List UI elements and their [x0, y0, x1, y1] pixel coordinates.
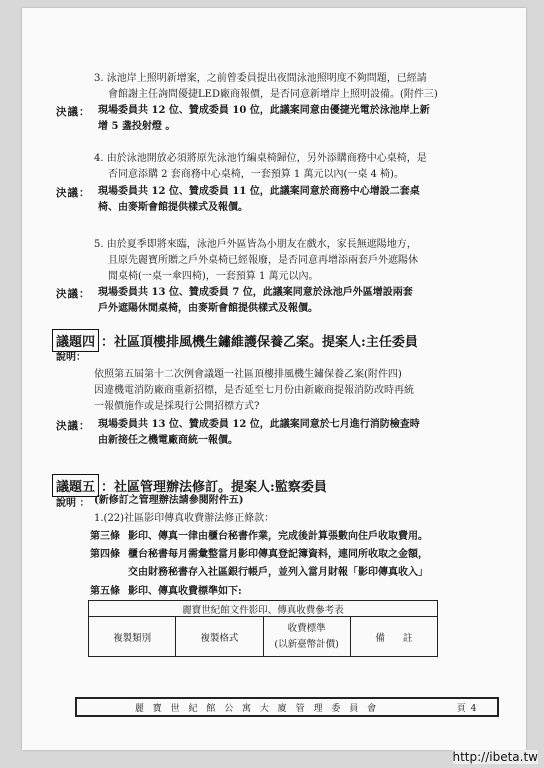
site-watermark: http://ibeta.tw — [452, 750, 538, 764]
topic4-decision-label: 決議： — [56, 420, 91, 432]
item5-line1: 5. 由於夏季即將來臨，泳池戶外區皆為小朋友在戲水，家長無遮陽地方， — [94, 239, 417, 250]
article4-label: 第四條 — [90, 549, 120, 560]
footer-page-number: 頁 4 — [456, 703, 478, 714]
topic4-decision-line1: 現場委員共 13 位、贊成委員 12 位，此議案同意於七月進行消防檢查時 — [98, 419, 420, 430]
topic4-line2: 因違機電消防廠商重新招標，是否延至七月份由新廠商提報消防改時再統 — [94, 385, 414, 396]
fee-table — [88, 600, 438, 657]
item4-decision-line1: 現場委員共 12 位、贊成委員 11 位，此議案同意於商務中心增設二套桌 — [98, 186, 420, 197]
fee-table-title: 麗寶世紀館文件影印、傳真收費參考表 — [89, 601, 438, 617]
topic4-line1: 依照第五屆第十二次例會議題一社區頂樓排風機生鏽保養乙案(附件四) — [94, 369, 402, 380]
topic4-title: ：社區頂樓排風機生鏽維護保養乙案。提案人:主任委員 — [101, 335, 418, 350]
item4-line1: 4. 由於泳池開放必須將原先泳池竹編桌椅歸位，另外添購商務中心桌椅，是 — [94, 153, 427, 164]
item3-line1: 3. 泳池岸上照明新增案，之前曾委員提出夜間泳池照明度不夠問題，已經請 — [94, 73, 427, 84]
item3-decision-line1: 現場委員共 12 位、贊成委員 10 位，此議案同意由優捷光電於泳池岸上新 — [98, 105, 430, 116]
item3-decision-label: 決議： — [56, 106, 91, 118]
item3-line2: 會館謝主任詢問優捷LED廠商報價，是否同意新增岸上照明設備。(附件三) — [108, 89, 438, 100]
topic4-heading — [52, 329, 418, 352]
topic5-shuoming: 說明 ： — [56, 498, 90, 509]
item4-decision-line2: 椅、由麥斯會館提供樣式及報價。 — [98, 202, 248, 213]
fee-table-header-fee-line2: (以新臺幣計價) — [274, 638, 339, 650]
footer-bar — [75, 697, 499, 717]
item3-decision-line2: 增 5 盞投射燈 。 — [98, 121, 176, 132]
topic4-line3: 一報價施作或是採現行公開招標方式? — [94, 401, 260, 412]
footer-org: 麗 寶 世 紀 館 公 寓 大 廈 管 理 委 員 會 — [134, 703, 380, 714]
article5-label: 第五條 — [90, 586, 120, 597]
item5-decision-line2: 戶外遮陽休閒桌椅，由麥斯會館提供樣式及報價。 — [98, 303, 318, 314]
item5-line2: 且原先麗寶所贈之戶外桌椅已經報廢，是否同意再增添兩套戶外遮陽休 — [108, 255, 418, 266]
item5-decision-label: 決議： — [56, 288, 91, 300]
topic5-box-label: 議題五 — [52, 474, 99, 497]
topic5-title: ：社區管理辦法修訂。提案人:監察委員 — [101, 480, 327, 495]
fee-table-header-fee-line1: 收費標準 — [287, 622, 326, 634]
topic4-decision-line2: 由新接任之機電廠商統一報價。 — [98, 435, 238, 446]
fee-table-header-format: 複製格式 — [176, 617, 263, 657]
fee-table-header-category: 複製類別 — [89, 617, 176, 657]
topic4-box-label: 議題四 — [52, 329, 99, 352]
topic4-shuoming: 說明： — [56, 352, 86, 363]
item4-decision-label: 決議： — [56, 187, 91, 199]
topic5-line1: 1.(22)社區影印傳真收費辦法修正條款： — [94, 513, 275, 524]
fee-table-header-fee — [263, 617, 350, 657]
fee-table-header-note: 備 註 — [350, 617, 437, 657]
article4-text-line1: 櫃台秘書每月需彙整當月影印傳真登記簿資料，連同所收取之金額， — [128, 549, 428, 560]
topic5-shuoming-text: (新修訂之管理辦法請參閱附件五) — [94, 495, 244, 506]
article4-text-line2: 交由財務秘書存入社區銀行帳戶，並列入當月財報「影印傳真收入」 — [128, 567, 428, 578]
item5-line3: 閒桌椅(一桌一傘四椅)，一套預算 1 萬元以內。 — [108, 271, 319, 282]
article3-label: 第三條 — [90, 531, 120, 542]
item4-line2: 否同意添購 2 套商務中心桌椅，一套預算 1 萬元以內(一桌 4 椅)。 — [108, 169, 404, 180]
document-page — [22, 8, 526, 750]
article3-text: 影印、傳真一律由櫃台秘書作業，完成後計算張數向住戶收取費用。 — [128, 531, 428, 542]
article5-text: 影印、傳真收費標準如下: — [128, 586, 242, 597]
item5-decision-line1: 現場委員共 13 位、贊成委員 7 位，此議案同意於泳池戶外區增設兩套 — [98, 287, 413, 298]
